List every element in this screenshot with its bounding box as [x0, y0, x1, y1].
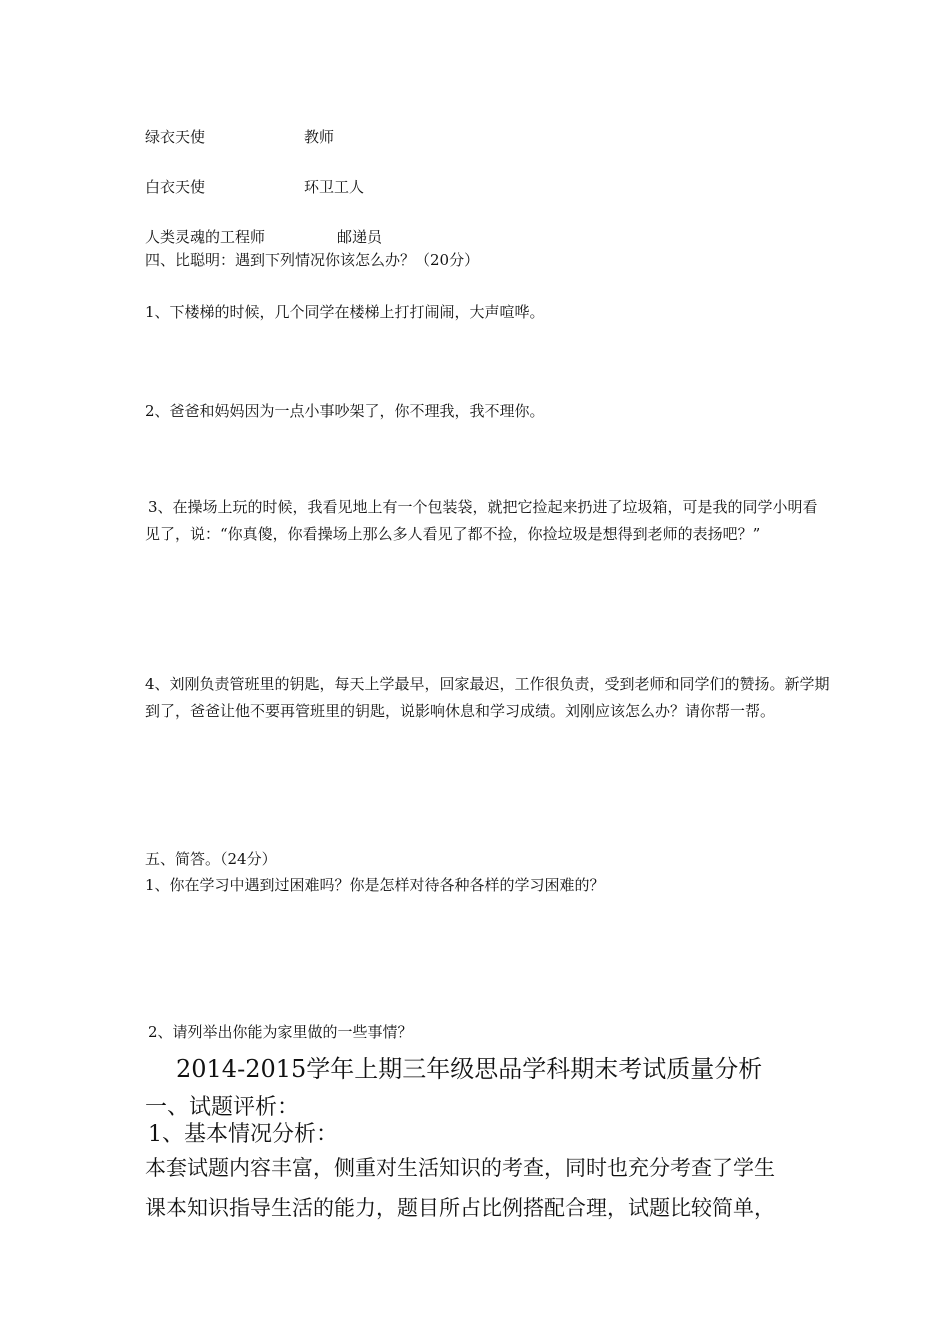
analysis-heading: 一、试题评析： — [145, 1095, 300, 1120]
match-left-2: 白衣天使 — [145, 178, 206, 196]
match-left-1: 绿衣天使 — [145, 128, 206, 146]
section5-question-1: 1、你在学习中遇到过困难吗？你是怎样对待各种各样的学习困难的？ — [145, 876, 605, 894]
analysis-paragraph-line-2: 课本知识指导生活的能力，题目所占比例搭配合理，试题比较简单， — [145, 1196, 775, 1220]
section4-question-1: 1、下楼梯的时候，几个同学在楼梯上打打闹闹，大声喧哗。 — [145, 303, 545, 321]
section5-heading: 五、简答。（24分） — [145, 850, 277, 868]
section4-question-3: 3、在操场上玩的时候，我看见地上有一个包装袋，就把它捡起来扔进了垃圾箱，可是我的同学小明看见了，说：“你真傻，你看操场上那么多人看见了都不捡，你捡垃圾是想得到老师的表扬吧？” — [145, 498, 818, 543]
section5-question-2: 2、请列举出你能为家里做的一些事情？ — [148, 1023, 413, 1041]
section4-question-2: 2、爸爸和妈妈因为一点小事吵架了，你不理我，我不理你。 — [145, 402, 545, 420]
match-left-3: 人类灵魂的工程师 — [145, 228, 266, 246]
match-right-1: 教师 — [304, 128, 335, 146]
section4-heading: 四、比聪明：遇到下列情况你该怎么办？（20分） — [145, 251, 480, 269]
match-right-3: 邮递员 — [337, 228, 383, 246]
section4-question-4: 4、刘刚负责管班里的钥匙，每天上学最早，回家最迟，工作很负责，受到老师和同学们的赞扬。新学期到了，爸爸让他不要再管班里的钥匙，说影响休息和学习成绩。刘刚应该怎么办？请你帮一帮。 — [145, 675, 830, 720]
analysis-subheading: 1、基本情况分析： — [148, 1122, 338, 1147]
match-right-2: 环卫工人 — [304, 178, 365, 196]
analysis-paragraph-line-1: 本套试题内容丰富，侧重对生活知识的考查，同时也充分考查了学生 — [145, 1156, 775, 1180]
analysis-title: 2014-2015学年上期三年级思品学科期末考试质量分析 — [176, 1055, 763, 1083]
